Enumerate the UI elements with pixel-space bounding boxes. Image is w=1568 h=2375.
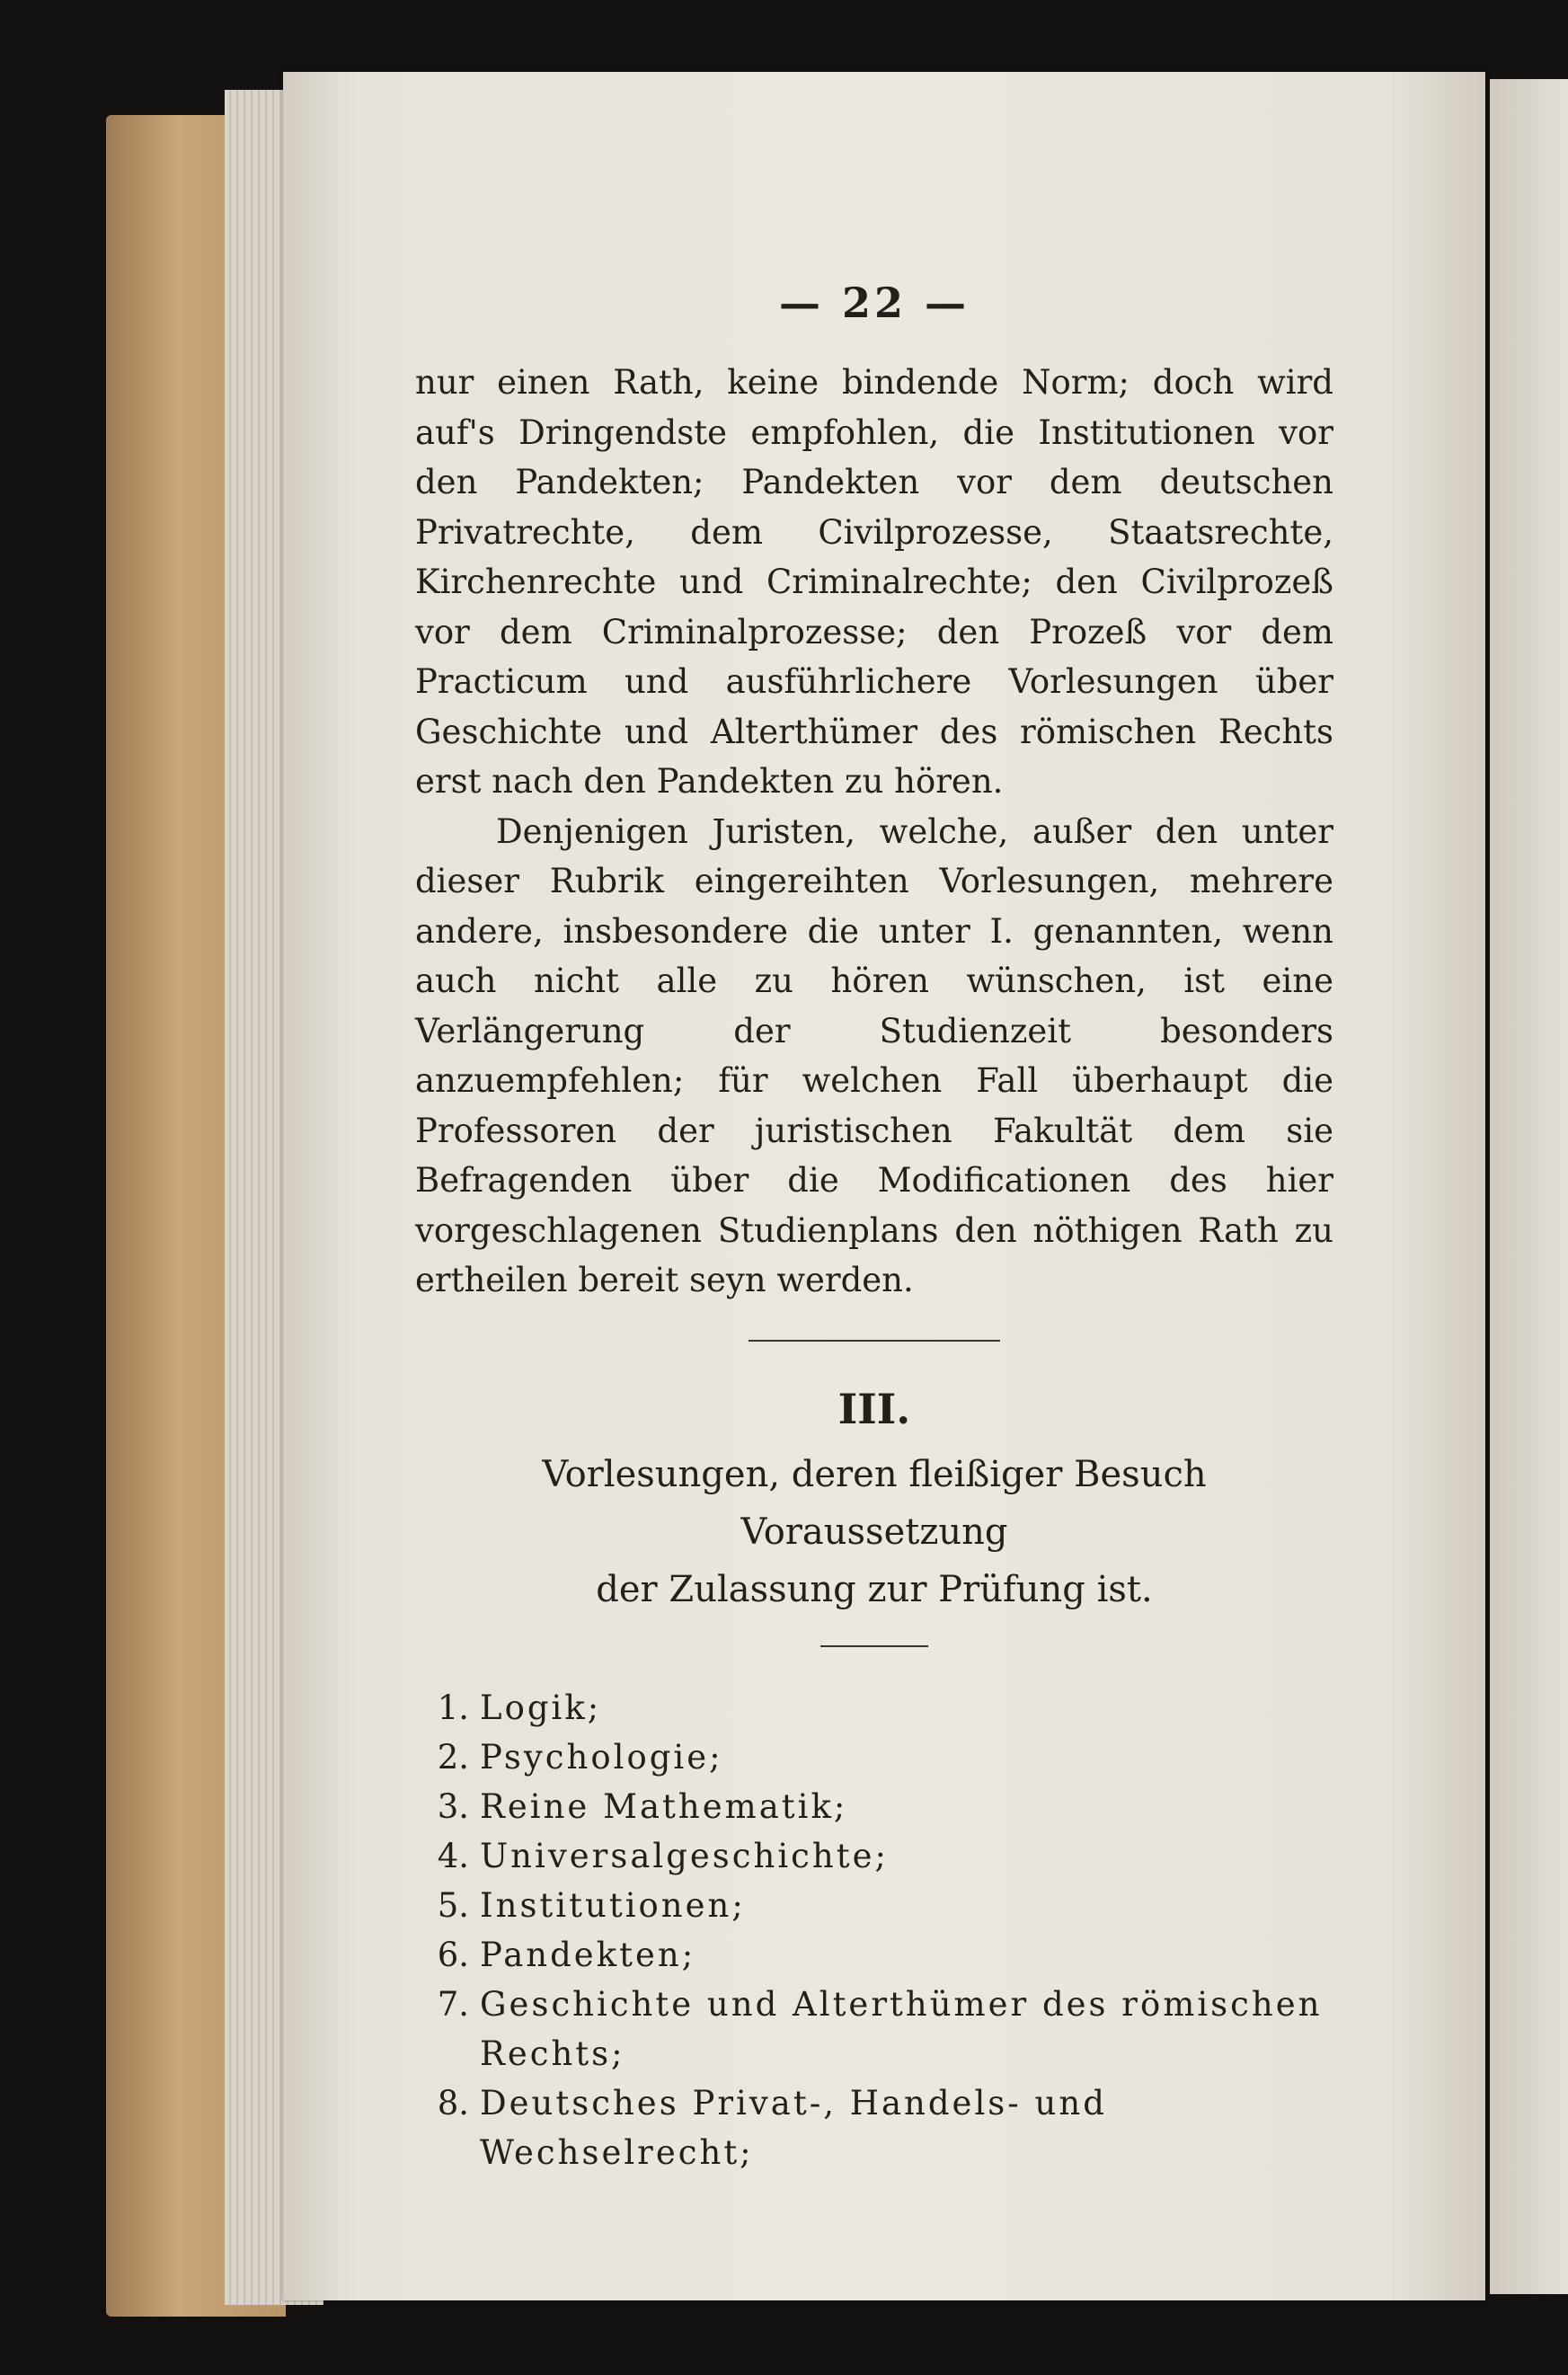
section-divider xyxy=(749,1340,1000,1342)
list-item-number: 6. xyxy=(437,1935,469,1974)
adjacent-page xyxy=(1490,79,1568,2294)
list-item-text: Psychologie; xyxy=(480,1737,723,1777)
list-item-number: 3. xyxy=(437,1786,469,1826)
list-item-text: Institutionen; xyxy=(480,1885,746,1925)
paragraph-2: Denjenigen Juristen, welche, außer den unter dieser Rubrik eingereihten Vorlesungen, mehrere andere, insbesondere die unter I. genannten, wenn auch nicht alle zu hören wünschen, ist eine Verlängerung der Studienzeit besonders anzuempfehlen; für welchen Fall überhaupt die Professoren der juristischen Fakultät dem sie Befragenden über die Modificationen des hier vorgeschlagenen Studienplans den nöthigen Rath zu ertheilen bereit seyn werden. xyxy=(415,811,1333,1299)
list-item-number: 8. xyxy=(437,2083,469,2122)
section-title-line-2: der Zulassung zur Prüfung ist. xyxy=(596,1568,1153,1610)
list-item-text: Reine Mathematik; xyxy=(480,1786,848,1826)
page-number: — 22 — xyxy=(778,279,970,327)
list-item xyxy=(415,1733,1333,1782)
paragraph-1: nur einen Rath, keine bindende Norm; doch wird auf's Dringendste empfohlen, die Institutionen vor den Pandekten; Pandekten vor dem deutschen Privatrechte, dem Civilprozesse, Staatsrechte, Kirchenrechte und Criminalrechte; den Civilprozeß vor dem Criminalprozesse; den Prozeß vor dem Practicum und ausführlichere Vorlesungen über Geschichte und Alterthümer des römischen Rechts erst nach den Pandekten zu hören. xyxy=(415,363,1333,801)
list-item-number: 2. xyxy=(437,1737,469,1777)
list-item-number: 7. xyxy=(437,1984,469,2024)
title-divider xyxy=(820,1645,928,1647)
list-item xyxy=(415,1831,1333,1881)
list-item xyxy=(415,1881,1333,1930)
list-item-text: Geschichte und Alterthümer des römischen Rechts; xyxy=(480,1984,1323,2073)
list-item-text: Logik; xyxy=(480,1688,602,1727)
list-item-number: 5. xyxy=(437,1885,469,1925)
lecture-list xyxy=(415,1683,1333,2177)
list-item xyxy=(415,1930,1333,1980)
list-item xyxy=(415,1683,1333,1733)
page-content xyxy=(415,279,1333,2177)
list-item-text: Deutsches Privat-, Handels- und Wechselrecht; xyxy=(480,2083,1107,2172)
list-item-number: 1. xyxy=(437,1688,469,1727)
list-item-text: Pandekten; xyxy=(480,1935,696,1974)
list-item xyxy=(415,2078,1333,2177)
list-item-text: Universalgeschichte; xyxy=(480,1836,889,1875)
list-item xyxy=(415,1980,1333,2078)
list-item xyxy=(415,1782,1333,1831)
list-item-number: 4. xyxy=(437,1836,469,1875)
section-title-line-1: Vorlesungen, deren fleißiger Besuch Voraussetzung xyxy=(542,1453,1207,1553)
section-heading: III. xyxy=(837,1384,911,1433)
